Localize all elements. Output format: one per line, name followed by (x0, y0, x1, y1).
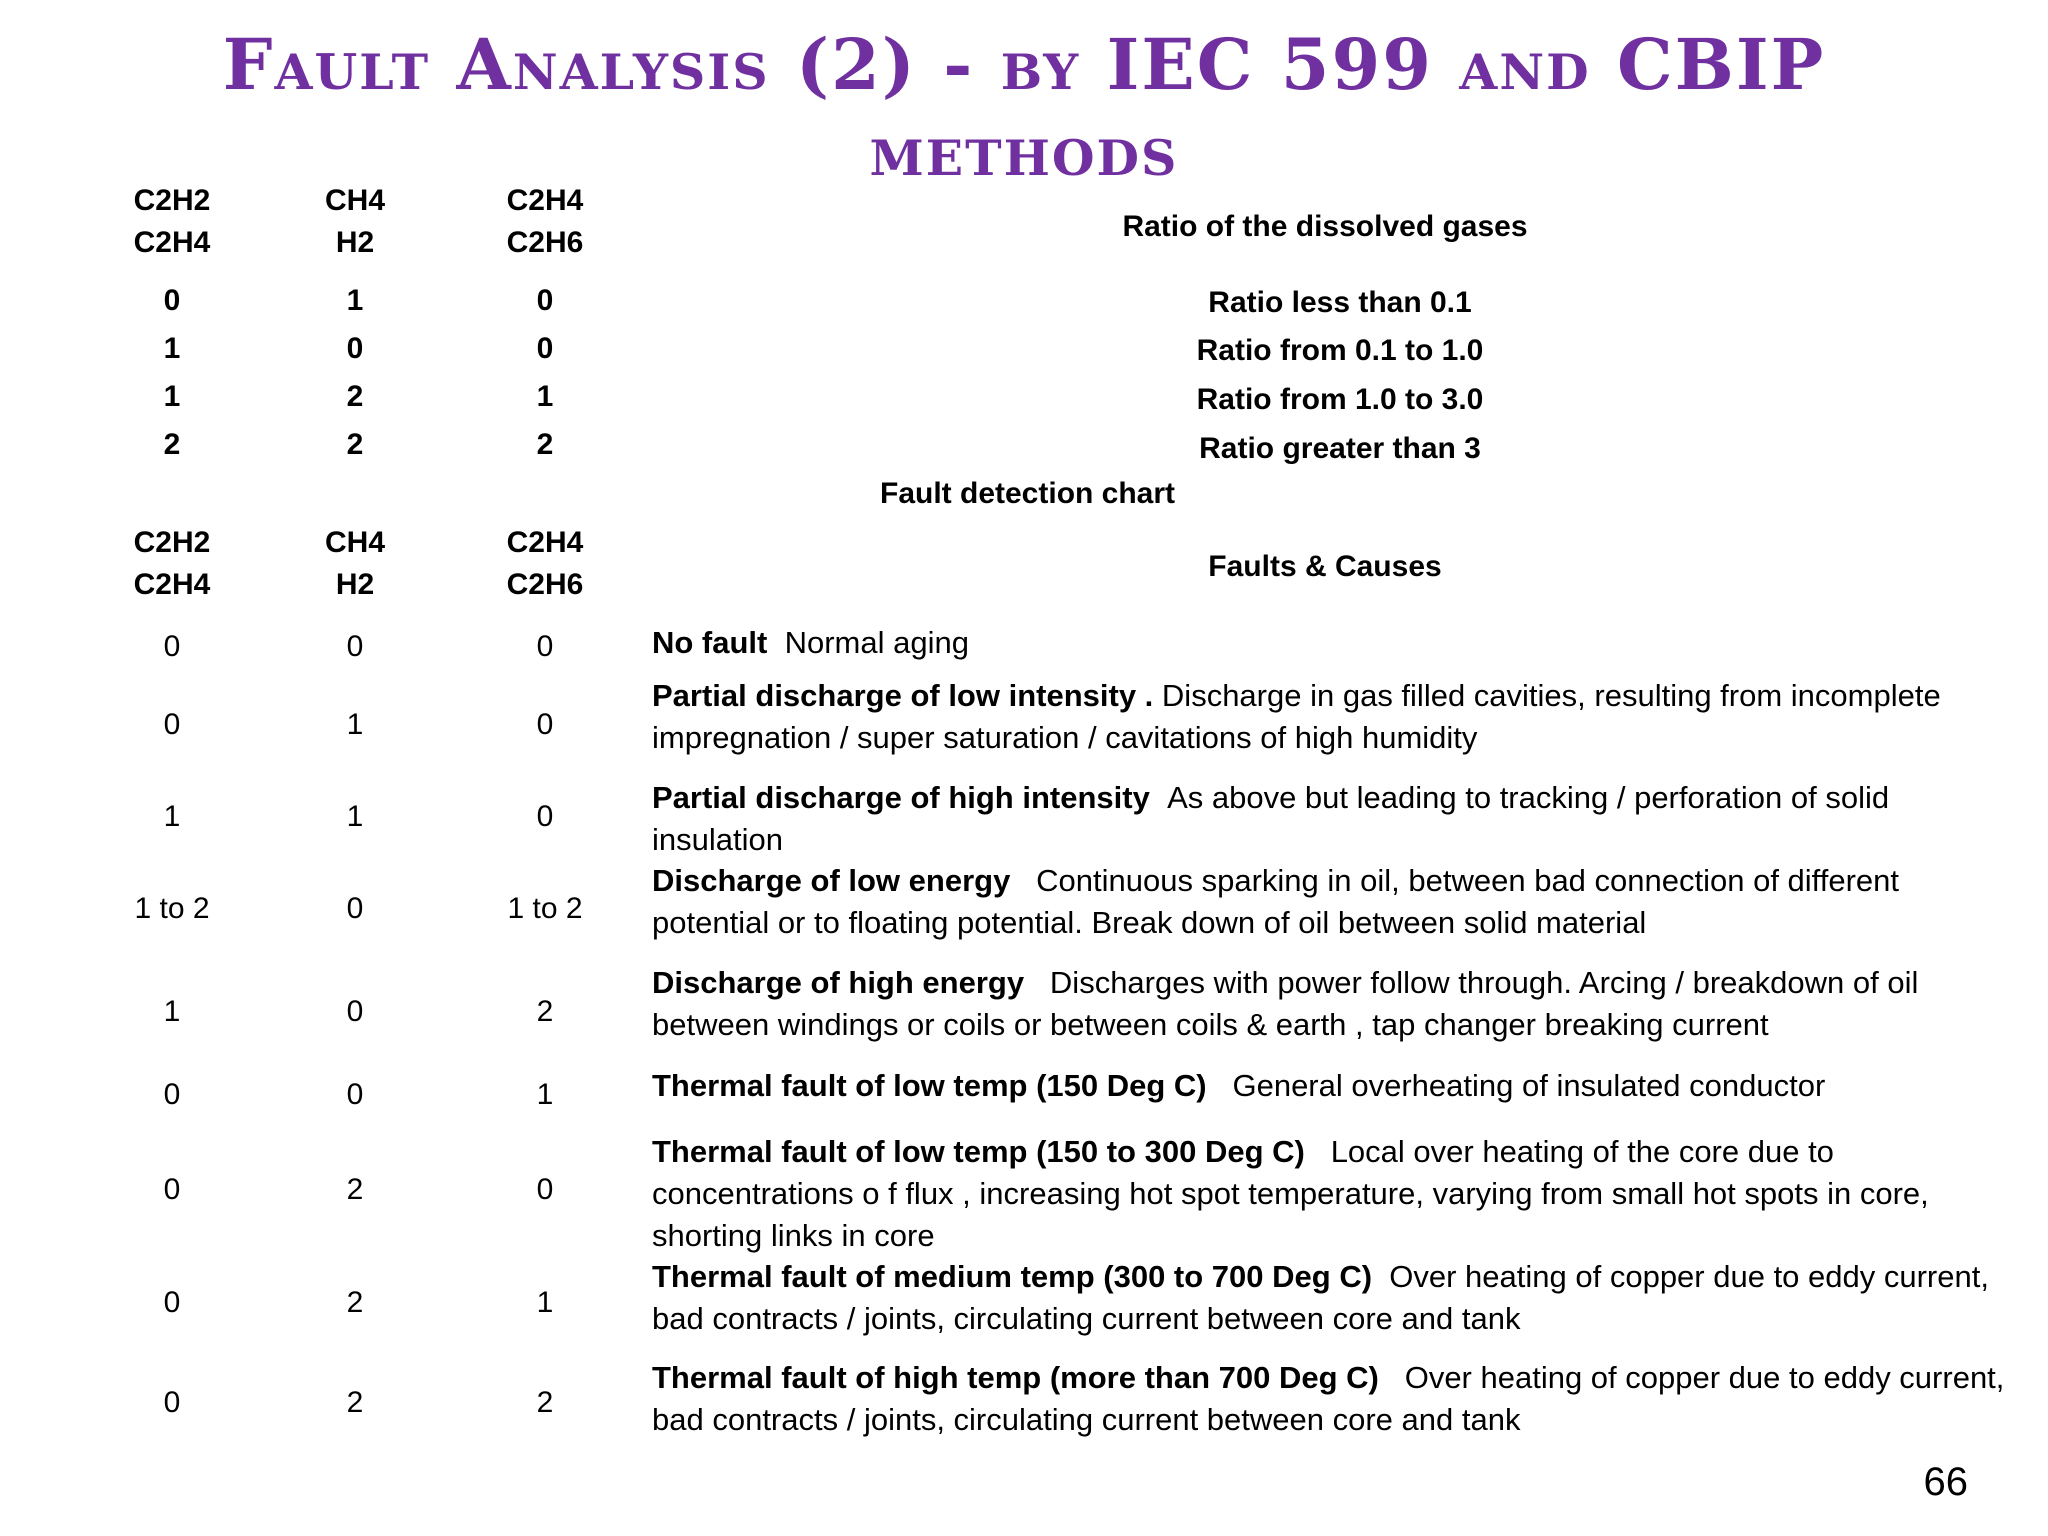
fault-cause: Discharges with power follow through. Arcing / breakdown of oil between windings or coils or between coils & earth , tap changer breaking current (652, 965, 1919, 1042)
chart-caption: Fault detection chart (880, 477, 1176, 510)
ratio-header-top: C2H4 (506, 184, 584, 217)
fault-cell: 1 to 2 (507, 892, 583, 925)
ratio-cell: 1 (163, 332, 181, 365)
fault-cell: 0 (163, 1386, 181, 1419)
fault-cell: 0 (536, 800, 554, 833)
ratio-cell: 2 (346, 428, 364, 461)
ratio-heading: Ratio of the dissolved gases (1122, 210, 1528, 243)
ratio-cell: 0 (536, 332, 554, 365)
fault-cell: 0 (346, 630, 364, 663)
fault-name: Discharge of high energy (652, 965, 1025, 1000)
fault-cell: 1 to 2 (134, 892, 210, 925)
ratio-cell: 0 (163, 284, 181, 317)
fault-description (652, 1131, 2012, 1257)
fault-cell: 0 (346, 1078, 364, 1111)
fault-cell: 1 (536, 1286, 554, 1319)
ratio-description: Ratio less than 0.1 (1208, 286, 1472, 319)
fault-cell: 0 (536, 630, 554, 663)
fault-name: Discharge of low energy (652, 863, 1011, 898)
fault-cell: 0 (346, 995, 364, 1028)
fault-cell: 2 (346, 1286, 364, 1319)
fault-name: Partial discharge of high intensity (652, 780, 1150, 815)
ratio-header-ch4-h2 (275, 180, 435, 264)
fault-description (652, 1256, 2012, 1340)
fault-cell: 0 (163, 1286, 181, 1319)
fault-cell: 0 (163, 708, 181, 741)
fault-description (652, 1357, 2012, 1441)
fault-cell: 0 (536, 708, 554, 741)
ratio-cell: 1 (163, 380, 181, 413)
fault-cause: Over heating of copper due to eddy current, bad contracts / joints, circulating current between core and tank (652, 1360, 2005, 1437)
fault-header-top: CH4 (324, 526, 385, 559)
fault-cell: 0 (163, 1078, 181, 1111)
fault-description (652, 1065, 2012, 1107)
ratio-header-c2h4-c2h6 (465, 180, 625, 264)
fault-cell: 1 (163, 800, 181, 833)
fault-description (652, 777, 2012, 861)
fault-name: Thermal fault of high temp (more than 700 Deg C) (652, 1360, 1379, 1395)
fault-header-bottom: H2 (335, 568, 375, 601)
faults-heading: Faults & Causes (1208, 550, 1442, 583)
fault-header-c2h4-c2h6 (465, 522, 625, 606)
fault-cause: Discharge in gas filled cavities, resulting from incomplete impregnation / super saturation / cavitations of high humidity (652, 678, 1941, 755)
fault-cause: As above but leading to tracking / perforation of solid insulation (652, 780, 1890, 857)
fault-header-top: C2H2 (133, 526, 211, 559)
ratio-cell: 2 (536, 428, 554, 461)
fault-cell: 0 (536, 1173, 554, 1206)
fault-name: Partial discharge of low intensity . (652, 678, 1154, 713)
fault-cell: 0 (346, 892, 364, 925)
fault-cause: Over heating of copper due to eddy current, bad contracts / joints, circulating current between core and tank (652, 1259, 1989, 1336)
ratio-cell: 0 (536, 284, 554, 317)
fault-cell: 2 (346, 1386, 364, 1419)
page-title-line1: Fault Analysis (2) - by IEC 599 and CBIP (222, 23, 1826, 106)
fault-cell: 0 (163, 630, 181, 663)
fault-name: Thermal fault of medium temp (300 to 700 Deg C) (652, 1259, 1373, 1294)
fault-description (652, 622, 2012, 664)
fault-cell: 2 (346, 1173, 364, 1206)
ratio-header-top: C2H2 (133, 184, 211, 217)
ratio-header-bottom: C2H4 (133, 226, 211, 259)
ratio-header-bottom: H2 (335, 226, 375, 259)
ratio-cell: 0 (346, 332, 364, 365)
fault-description (652, 675, 2012, 759)
ratio-header-c2h2-c2h4 (92, 180, 252, 264)
ratio-description: Ratio from 1.0 to 3.0 (1196, 383, 1484, 416)
page-number: 66 (1923, 1460, 1968, 1504)
ratio-description: Ratio from 0.1 to 1.0 (1196, 334, 1484, 367)
ratio-cell: 2 (346, 380, 364, 413)
page-title (0, 22, 2048, 194)
fault-cell: 2 (536, 995, 554, 1028)
fault-description (652, 962, 2012, 1046)
fault-cause: General overheating of insulated conductor (1232, 1068, 1826, 1103)
fault-name: No fault (652, 625, 768, 660)
fault-cause: Continuous sparking in oil, between bad connection of different potential or to floating potential. Break down of oil between solid material (652, 863, 1900, 940)
fault-name: Thermal fault of low temp (150 Deg C) (652, 1068, 1207, 1103)
fault-cell: 1 (163, 995, 181, 1028)
ratio-cell: 1 (536, 380, 554, 413)
page-title-line2: methods (869, 109, 1179, 192)
fault-cell: 2 (536, 1386, 554, 1419)
ratio-header-bottom: C2H6 (506, 226, 584, 259)
fault-cell: 1 (346, 708, 364, 741)
fault-cause: Local over heating of the core due to concentrations o f flux , increasing hot spot temperature, varying from small hot spots in core, shorting links in core (652, 1134, 1929, 1253)
fault-description (652, 860, 2012, 944)
fault-cell: 1 (346, 800, 364, 833)
fault-header-c2h2-c2h4 (92, 522, 252, 606)
fault-cell: 1 (536, 1078, 554, 1111)
fault-header-top: C2H4 (506, 526, 584, 559)
fault-header-bottom: C2H4 (133, 568, 211, 601)
ratio-cell: 2 (163, 428, 181, 461)
ratio-cell: 1 (346, 284, 364, 317)
ratio-description: Ratio greater than 3 (1199, 432, 1481, 465)
fault-header-bottom: C2H6 (506, 568, 584, 601)
fault-cause: Normal aging (784, 625, 969, 660)
fault-name: Thermal fault of low temp (150 to 300 Deg C) (652, 1134, 1305, 1169)
fault-cell: 0 (163, 1173, 181, 1206)
ratio-header-top: CH4 (324, 184, 385, 217)
fault-header-ch4-h2 (275, 522, 435, 606)
